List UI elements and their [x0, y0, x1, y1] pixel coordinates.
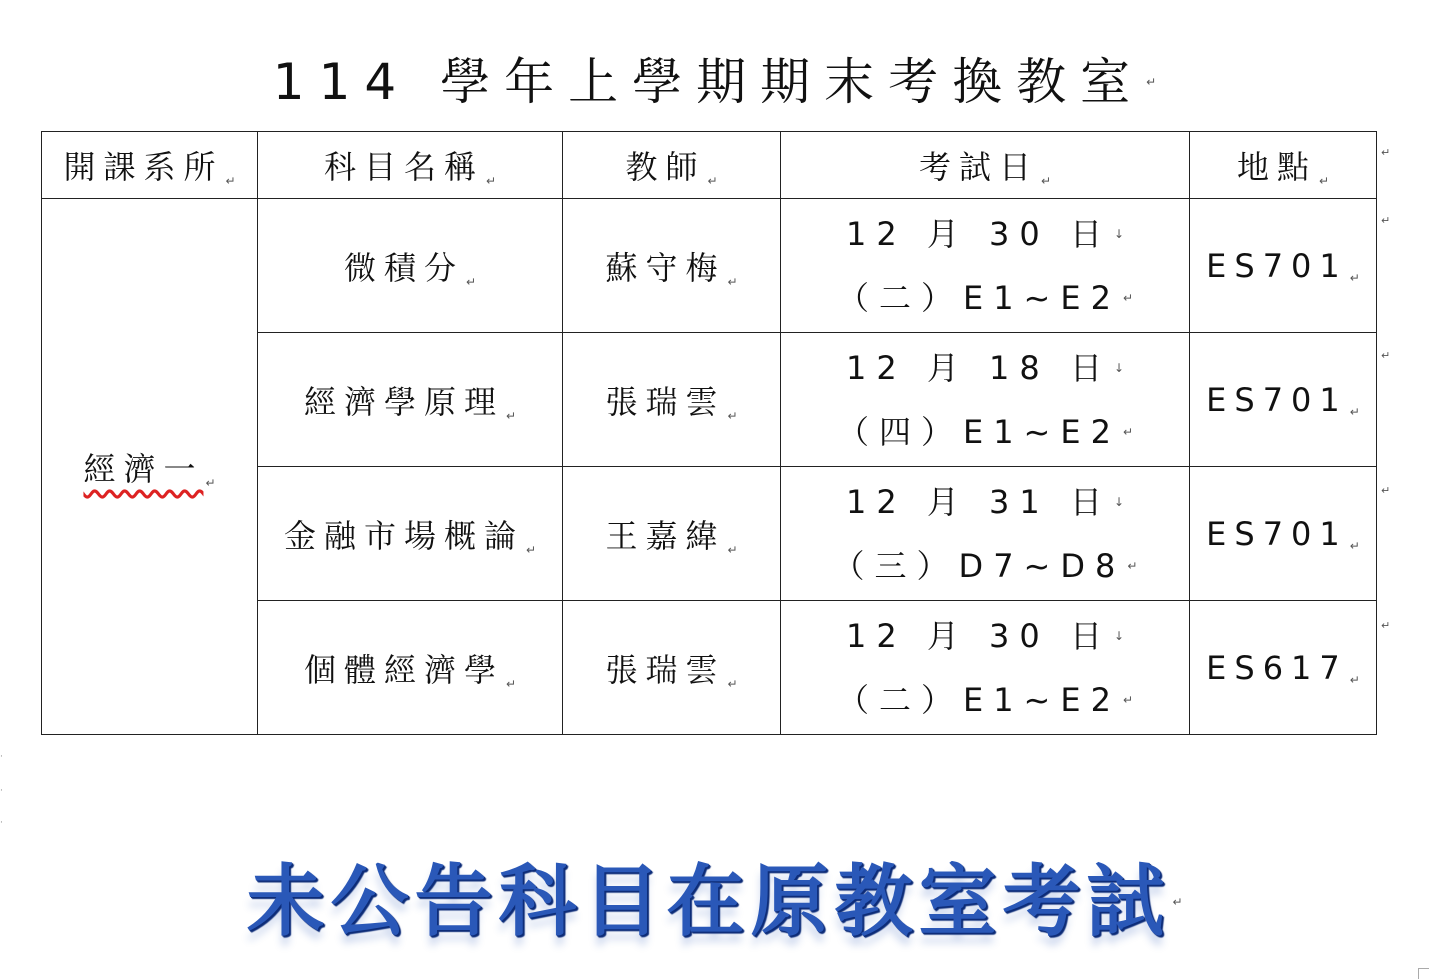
cell-mark-icon: ↵ [1040, 174, 1052, 188]
cell-mark-icon: ↵ [505, 408, 517, 423]
cell-mark-icon: ↵ [1127, 558, 1138, 573]
paragraph-mark-icon: ↵ [1172, 895, 1183, 909]
teacher-name: 張瑞雲 [605, 382, 726, 421]
table-row [42, 199, 1377, 333]
cell-mark-icon: ↵ [727, 274, 738, 289]
paragraph-mark-icon: · [0, 752, 3, 762]
teacher-cell [563, 333, 781, 467]
cell-mark-icon: ↵ [1349, 404, 1360, 419]
exam-date-period-text: （四）E1~E2 [836, 412, 1121, 451]
row-end-mark-icon: ↵ [1381, 619, 1391, 632]
cell-mark-icon: ↵ [1122, 290, 1134, 305]
exam-date-period-text: （三）D7~D8 [832, 546, 1126, 585]
cell-mark-icon: ↵ [225, 174, 236, 188]
subject-cell [258, 199, 563, 333]
subject-name: 微積分 [343, 248, 464, 287]
subject-cell [258, 467, 563, 601]
location-code: ES701 [1206, 514, 1348, 553]
line-break-icon: ↓ [1113, 628, 1125, 643]
exam-room-table [41, 131, 1377, 735]
cell-mark-icon: ↵ [1122, 692, 1134, 707]
cell-mark-icon: ↵ [1349, 270, 1360, 285]
cell-mark-icon: ↵ [205, 475, 216, 490]
exam-date-cell [781, 333, 1190, 467]
cell-mark-icon: ↵ [465, 274, 477, 289]
location-code: ES701 [1206, 380, 1348, 419]
department-cell [42, 199, 258, 735]
exam-date-day [781, 470, 1189, 534]
teacher-cell [563, 467, 781, 601]
header-subject [258, 132, 563, 199]
paragraph-mark-icon: ↵ [1146, 75, 1157, 89]
subject-name: 經濟學原理 [303, 382, 504, 421]
row-end-mark-icon: ↵ [1381, 349, 1391, 362]
line-break-icon: ↓ [1113, 360, 1125, 375]
line-break-icon: ↓ [1113, 226, 1125, 241]
header-exam-date-label: 考試日 [918, 148, 1039, 186]
line-break-icon: ↓ [1113, 494, 1125, 509]
cell-mark-icon: ↵ [1122, 424, 1134, 439]
subject-cell [258, 601, 563, 735]
row-end-mark-icon: ↵ [1381, 146, 1391, 159]
page-corner-mark [1418, 968, 1429, 979]
teacher-cell [563, 601, 781, 735]
cell-mark-icon: ↵ [727, 676, 738, 691]
exam-date-period [781, 534, 1189, 598]
teacher-name: 王嘉緯 [605, 516, 726, 555]
exam-date-day-text: 12 月 18 日 [845, 348, 1112, 387]
exam-date-day-text: 12 月 30 日 [845, 214, 1112, 253]
teacher-name: 張瑞雲 [605, 650, 726, 689]
notice-banner [0, 852, 1429, 952]
exam-date-day-text: 12 月 31 日 [845, 482, 1112, 521]
location-cell [1190, 199, 1377, 333]
cell-mark-icon: ↵ [707, 174, 718, 188]
cell-mark-icon: ↵ [1318, 174, 1330, 188]
page-title [0, 42, 1429, 122]
exam-date-period-text: （二）E1~E2 [836, 680, 1121, 719]
cell-mark-icon: ↵ [727, 542, 738, 557]
header-location [1190, 132, 1377, 199]
exam-date-day [781, 202, 1189, 266]
cell-mark-icon: ↵ [485, 174, 497, 188]
exam-date-day [781, 336, 1189, 400]
header-department [42, 132, 258, 199]
subject-cell [258, 333, 563, 467]
department-name: 經濟一 [83, 449, 204, 488]
cell-mark-icon: ↵ [505, 676, 517, 691]
cell-mark-icon: ↵ [525, 542, 537, 557]
cell-mark-icon: ↵ [1349, 538, 1360, 553]
row-end-mark-icon: ↵ [1381, 484, 1391, 497]
exam-date-day-text: 12 月 30 日 [845, 616, 1112, 655]
location-code: ES701 [1206, 246, 1348, 285]
exam-date-period [781, 400, 1189, 464]
header-subject-label: 科目名稱 [323, 148, 484, 186]
cell-mark-icon: ↵ [1349, 672, 1360, 687]
exam-date-period [781, 668, 1189, 732]
table-header-row [42, 132, 1377, 199]
notice-text: 未公告科目在原教室考試 [246, 856, 1171, 947]
subject-name: 金融市場概論 [283, 516, 524, 555]
location-code: ES617 [1206, 648, 1348, 687]
page-title-text: 114 學年上學期期末考換教室 [272, 53, 1145, 111]
header-exam-date [781, 132, 1190, 199]
location-cell [1190, 467, 1377, 601]
exam-date-cell [781, 467, 1190, 601]
header-teacher-label: 教師 [625, 148, 706, 186]
header-teacher [563, 132, 781, 199]
row-end-mark-icon: ↵ [1381, 214, 1391, 227]
subject-name: 個體經濟學 [303, 650, 504, 689]
paragraph-mark-icon: · [0, 786, 3, 796]
exam-date-cell [781, 199, 1190, 333]
header-department-label: 開課系所 [63, 148, 224, 186]
paragraph-mark-icon: · [0, 818, 3, 828]
teacher-name: 蘇守梅 [605, 248, 726, 287]
teacher-cell [563, 199, 781, 333]
cell-mark-icon: ↵ [727, 408, 738, 423]
location-cell [1190, 333, 1377, 467]
exam-date-cell [781, 601, 1190, 735]
header-location-label: 地點 [1236, 148, 1317, 186]
exam-date-period-text: （二）E1~E2 [836, 278, 1121, 317]
exam-date-period [781, 266, 1189, 330]
location-cell [1190, 601, 1377, 735]
exam-date-day [781, 604, 1189, 668]
